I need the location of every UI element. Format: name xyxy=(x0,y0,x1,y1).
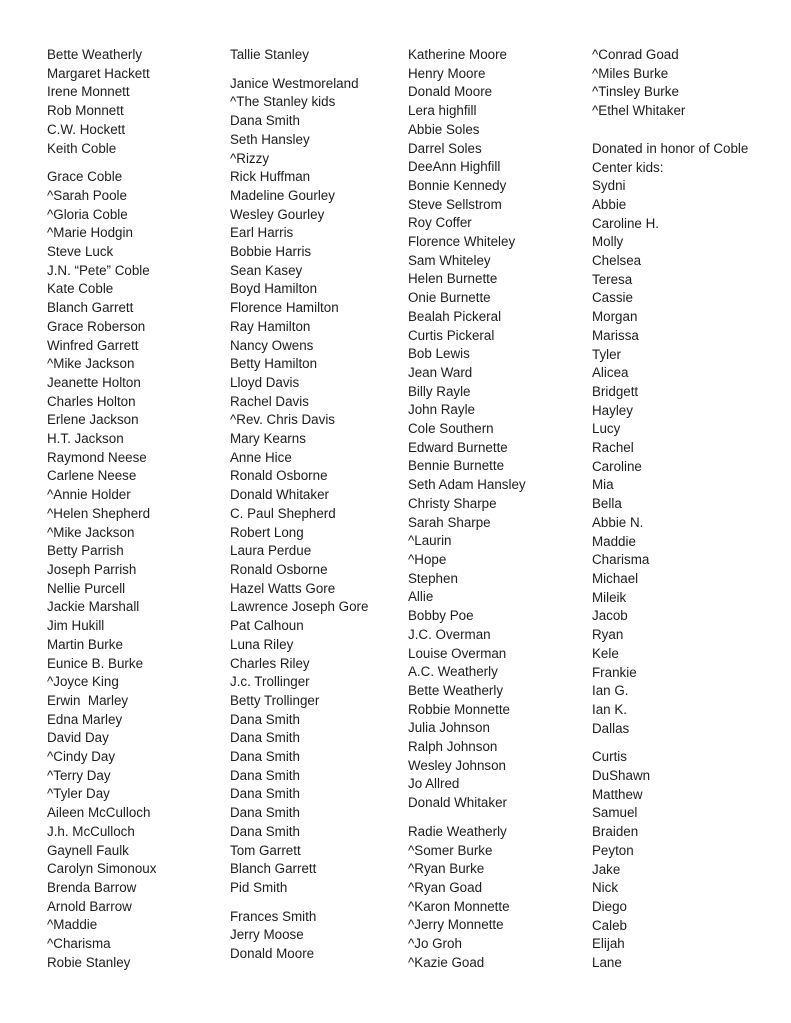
name-entry: Billy Rayle xyxy=(408,383,471,399)
name-entry: Christy Sharpe xyxy=(408,495,497,511)
name-entry: Dana Smith xyxy=(230,805,300,821)
name-entry: J.h. McCulloch xyxy=(47,823,135,839)
name-entry: ^Miles Burke xyxy=(592,65,669,81)
name-group xyxy=(230,75,368,898)
name-entry: Dana Smith xyxy=(230,786,300,802)
name-entry: Irene Monnett xyxy=(47,84,130,100)
name-entry: Curtis xyxy=(592,749,627,765)
name-entry: Robbie Monnette xyxy=(408,701,510,717)
name-entry: Steve Sellstrom xyxy=(408,196,502,212)
name-group xyxy=(408,46,526,813)
name-entry: ^Ryan Burke xyxy=(408,861,485,877)
name-entry: ^Somer Burke xyxy=(408,842,493,858)
name-entry: Dallas xyxy=(592,720,630,736)
name-entry: Diego xyxy=(592,898,627,914)
name-entry: Joseph Parrish xyxy=(47,561,137,577)
name-entry: Blanch Garrett xyxy=(230,861,317,877)
name-entry: ^Jerry Monnette xyxy=(408,917,504,933)
name-entry: Teresa xyxy=(592,271,633,287)
name-entry: Kate Coble xyxy=(47,281,114,297)
name-group xyxy=(47,46,156,158)
name-entry: Stephen xyxy=(408,570,458,586)
name-entry: Rob Monnett xyxy=(47,103,124,119)
name-entry: Erlene Jackson xyxy=(47,412,139,428)
name-entry: Darrel Soles xyxy=(408,140,482,156)
name-entry: Ralph Johnson xyxy=(408,739,498,755)
name-column-3 xyxy=(408,46,526,972)
name-entry: Jacob xyxy=(592,608,628,624)
name-entry: Lawrence Joseph Gore xyxy=(230,599,369,615)
name-entry: Earl Harris xyxy=(230,225,294,241)
name-entry: Lane xyxy=(592,955,622,971)
name-entry: Raymond Neese xyxy=(47,449,147,465)
name-entry: Molly xyxy=(592,234,624,250)
name-entry: ^Charisma xyxy=(47,936,111,952)
name-entry: Arnold Barrow xyxy=(47,898,132,914)
name-entry: Pat Calhoun xyxy=(230,618,304,634)
name-entry: Abbie N. xyxy=(592,514,644,530)
name-entry: Onie Burnette xyxy=(408,290,491,306)
name-entry: Sarah Sharpe xyxy=(408,514,491,530)
name-entry: Dana Smith xyxy=(230,767,300,783)
name-entry: Chelsea xyxy=(592,253,642,269)
name-entry: Sam Whiteley xyxy=(408,252,491,268)
name-entry: Bette Weatherly xyxy=(47,47,143,62)
name-entry: Keith Coble xyxy=(47,140,117,156)
name-entry: Charles Holton xyxy=(47,393,136,409)
name-entry: Ronald Osborne xyxy=(230,468,328,484)
name-entry: H.T. Jackson xyxy=(47,431,124,447)
name-entry: Boyd Hamilton xyxy=(230,281,318,297)
name-entry: Radie Weatherly xyxy=(408,823,507,839)
name-entry: ^Rizzy xyxy=(230,150,270,166)
name-entry: Seth Adam Hansley xyxy=(408,477,526,493)
name-entry: Ray Hamilton xyxy=(230,318,311,334)
name-entry: Bette Weatherly xyxy=(408,682,504,698)
name-entry: Donald Whitaker xyxy=(230,487,329,503)
name-entry: Betty Parrish xyxy=(47,543,124,559)
name-entry: Peyton xyxy=(592,842,634,858)
name-entry: Martin Burke xyxy=(47,636,123,652)
name-entry: Dana Smith xyxy=(230,711,300,727)
name-group xyxy=(592,46,748,121)
name-entry: Blanch Garrett xyxy=(47,300,134,316)
name-entry: ^Ryan Goad xyxy=(408,879,483,895)
name-entry: ^Mike Jackson xyxy=(47,356,135,372)
name-entry: Caroline H. xyxy=(592,215,659,231)
name-entry: David Day xyxy=(47,730,109,746)
name-entry: Cassie xyxy=(592,290,633,306)
name-entry: Jackie Marshall xyxy=(47,599,140,615)
name-entry: Laura Perdue xyxy=(230,543,312,559)
name-entry: ^Maddie xyxy=(47,917,98,933)
name-group xyxy=(230,908,368,964)
name-entry: Wesley Gourley xyxy=(230,206,325,222)
name-entry: Pid Smith xyxy=(230,879,288,895)
name-entry: Bobby Poe xyxy=(408,608,474,624)
name-entry: ^Gloria Coble xyxy=(47,206,128,222)
name-entry: Dana Smith xyxy=(230,749,300,765)
name-entry: Robie Stanley xyxy=(47,954,131,970)
name-entry: Frankie xyxy=(592,664,637,680)
name-entry: Kele xyxy=(592,645,619,661)
name-entry: Betty Trollinger xyxy=(230,692,320,708)
name-entry: Jim Hukill xyxy=(47,618,105,634)
name-entry: ^Jo Groh xyxy=(408,936,462,952)
name-entry: Carlene Neese xyxy=(47,468,137,484)
name-entry: Lucy xyxy=(592,421,621,437)
name-entry: Morgan xyxy=(592,309,638,325)
name-entry: Roy Coffer xyxy=(408,215,472,231)
name-entry: Bella xyxy=(592,496,622,512)
name-entry: A.C. Weatherly xyxy=(408,664,498,680)
name-entry: Jean Ward xyxy=(408,364,473,380)
name-entry: Braiden xyxy=(592,824,639,840)
name-entry: Seth Hansley xyxy=(230,131,310,147)
name-entry: DuShawn xyxy=(592,768,651,784)
name-entry: ^Marie Hodgin xyxy=(47,225,133,241)
name-entry: Marissa xyxy=(592,327,639,343)
name-entry: Jeanette Holton xyxy=(47,374,141,390)
name-entry: Abbie Soles xyxy=(408,121,480,137)
name-entry: Rick Huffman xyxy=(230,169,311,185)
name-entry: Aileen McCulloch xyxy=(47,805,151,821)
name-entry: Ian G. xyxy=(592,683,629,699)
name-entry: Edward Burnette xyxy=(408,439,508,455)
name-entry: Mileik xyxy=(592,589,627,605)
name-entry: Abbie xyxy=(592,196,627,212)
name-entry: Ian K. xyxy=(592,701,627,717)
name-entry: Louise Overman xyxy=(408,645,507,661)
name-entry: Florence Hamilton xyxy=(230,300,339,316)
name-entry: J.N. “Pete” Coble xyxy=(47,262,150,278)
name-entry: Grace Roberson xyxy=(47,318,146,334)
name-entry: Tom Garrett xyxy=(230,842,301,858)
name-entry: ^Cindy Day xyxy=(47,749,116,765)
name-entry: Sean Kasey xyxy=(230,262,303,278)
name-entry: Bobbie Harris xyxy=(230,244,312,260)
name-entry: ^Tinsley Burke xyxy=(592,84,679,100)
name-entry: Madeline Gourley xyxy=(230,187,335,203)
name-entry: Mia xyxy=(592,477,614,493)
name-entry: Caroline xyxy=(592,458,642,474)
name-column-4 xyxy=(592,46,748,973)
name-entry: C. Paul Shepherd xyxy=(230,505,336,521)
name-entry: Frances Smith xyxy=(230,908,317,924)
name-entry: Janice Westmoreland xyxy=(230,75,359,91)
name-entry: Mary Kearns xyxy=(230,431,306,447)
name-entry: Winfred Garrett xyxy=(47,337,139,353)
name-entry: Bob Lewis xyxy=(408,346,470,362)
name-entry: ^Conrad Goad xyxy=(592,47,679,62)
name-entry: Rachel xyxy=(592,440,634,456)
name-entry: Ronald Osborne xyxy=(230,561,328,577)
name-entry: Dana Smith xyxy=(230,823,300,839)
name-entry: Allie xyxy=(408,589,434,605)
name-entry: Brenda Barrow xyxy=(47,879,137,895)
name-entry: Caleb xyxy=(592,917,627,933)
name-entry: Katherine Moore xyxy=(408,47,507,62)
name-entry: Donated in honor of Coble xyxy=(592,140,749,156)
name-entry: Gaynell Faulk xyxy=(47,842,129,858)
name-entry: Maddie xyxy=(592,533,636,549)
name-entry: Luna Riley xyxy=(230,636,294,652)
name-column-2 xyxy=(230,46,368,964)
name-entry: Charisma xyxy=(592,552,650,568)
name-entry: Anne Hice xyxy=(230,449,292,465)
name-entry: Donald Whitaker xyxy=(408,795,507,811)
name-entry: Michael xyxy=(592,570,639,586)
name-entry: ^Rev. Chris Davis xyxy=(230,412,335,428)
name-entry: Florence Whiteley xyxy=(408,234,516,250)
name-entry: ^Laurin xyxy=(408,533,452,549)
name-entry: Grace Coble xyxy=(47,169,123,185)
name-entry: Robert Long xyxy=(230,524,304,540)
name-entry: Helen Burnette xyxy=(408,271,498,287)
name-entry: J.c. Trollinger xyxy=(230,674,310,690)
name-group xyxy=(230,46,368,65)
name-entry: Julia Johnson xyxy=(408,720,490,736)
name-entry: Cole Southern xyxy=(408,421,494,437)
name-entry: Donald Moore xyxy=(230,946,315,962)
name-group xyxy=(408,823,526,973)
name-entry: ^Terry Day xyxy=(47,767,111,783)
name-entry: Center kids: xyxy=(592,159,664,175)
name-entry: Ryan xyxy=(592,627,624,643)
name-entry: Tallie Stanley xyxy=(230,47,309,62)
name-group xyxy=(592,748,748,972)
name-entry: Nick xyxy=(592,880,619,896)
name-entry: Alicea xyxy=(592,365,629,381)
name-entry: Dana Smith xyxy=(230,730,300,746)
name-entry: Lloyd Davis xyxy=(230,374,300,390)
name-entry: Hayley xyxy=(592,402,633,418)
name-entry: Sydni xyxy=(592,178,626,194)
name-entry: Erwin Marley xyxy=(47,692,129,708)
name-entry: Samuel xyxy=(592,805,638,821)
name-entry: John Rayle xyxy=(408,402,475,418)
name-entry: Rachel Davis xyxy=(230,393,309,409)
name-entry: Bennie Burnette xyxy=(408,458,505,474)
name-entry: Tyler xyxy=(592,346,622,362)
name-entry: Nancy Owens xyxy=(230,337,314,353)
name-entry: Steve Luck xyxy=(47,244,114,260)
name-entry: Nellie Purcell xyxy=(47,580,126,596)
name-entry: Jo Allred xyxy=(408,776,460,792)
name-entry: ^Karon Monnette xyxy=(408,898,510,914)
name-group xyxy=(47,168,156,972)
name-entry: ^The Stanley kids xyxy=(230,94,336,110)
name-entry: C.W. Hockett xyxy=(47,121,126,137)
name-entry: Charles Riley xyxy=(230,655,310,671)
name-entry: ^Joyce King xyxy=(47,674,119,690)
name-entry: Donald Moore xyxy=(408,84,493,100)
name-entry: Betty Hamilton xyxy=(230,356,318,372)
name-entry: Bridgett xyxy=(592,383,639,399)
name-entry: Hazel Watts Gore xyxy=(230,580,336,596)
name-entry: Henry Moore xyxy=(408,65,486,81)
name-entry: ^Kazie Goad xyxy=(408,954,485,970)
name-entry: Margaret Hackett xyxy=(47,65,150,81)
name-entry: Wesley Johnson xyxy=(408,757,507,773)
name-entry: Eunice B. Burke xyxy=(47,655,144,671)
name-entry: Lera highfill xyxy=(408,103,477,119)
name-entry: Bealah Pickeral xyxy=(408,308,502,324)
name-entry: Bonnie Kennedy xyxy=(408,177,507,193)
name-entry: ^Tyler Day xyxy=(47,786,110,802)
name-entry: ^Hope xyxy=(408,551,447,567)
name-entry: ^Sarah Poole xyxy=(47,187,127,203)
name-column-1 xyxy=(47,46,156,972)
name-entry: ^Mike Jackson xyxy=(47,524,135,540)
name-entry: Jerry Moose xyxy=(230,927,304,943)
name-entry: ^Annie Holder xyxy=(47,487,131,503)
name-entry: Matthew xyxy=(592,786,643,802)
name-entry: Edna Marley xyxy=(47,711,123,727)
name-entry: ^Helen Shepherd xyxy=(47,505,151,521)
name-group xyxy=(592,140,748,739)
name-entry: Jake xyxy=(592,861,621,877)
name-entry: Curtis Pickeral xyxy=(408,327,495,343)
name-entry: ^Ethel Whitaker xyxy=(592,103,686,119)
name-entry: Carolyn Simonoux xyxy=(47,861,157,877)
name-entry: DeeAnn Highfill xyxy=(408,159,501,175)
name-entry: Dana Smith xyxy=(230,113,300,129)
name-entry: J.C. Overman xyxy=(408,626,491,642)
name-entry: Elijah xyxy=(592,936,625,952)
